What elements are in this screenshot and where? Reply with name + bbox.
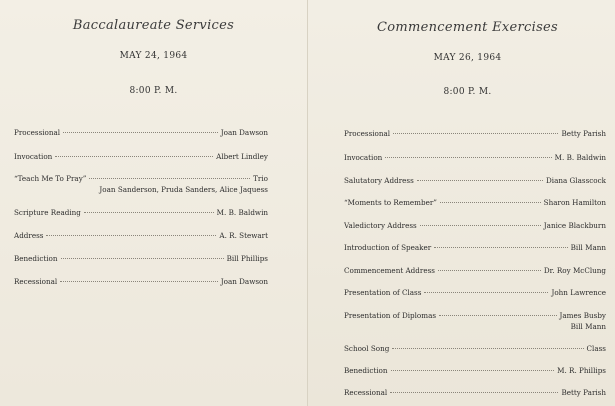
program-item-label: Address xyxy=(14,231,44,240)
leader-dots xyxy=(385,157,551,158)
leader-dots xyxy=(417,180,543,181)
program-row xyxy=(14,128,268,137)
program-item-label: Introduction of Speaker xyxy=(344,243,432,252)
program-item-label: Valedictory Address xyxy=(344,221,417,230)
program-item-performer: M. B. Baldwin xyxy=(216,208,268,217)
program-row xyxy=(344,311,606,320)
leader-dots xyxy=(89,178,250,179)
program-item-performer: Joan Dawson xyxy=(220,277,268,286)
program-item-performer: Betty Parish xyxy=(561,388,606,397)
program-row xyxy=(344,388,606,397)
program-row xyxy=(344,129,606,138)
right-page xyxy=(308,0,615,406)
program-row xyxy=(14,277,268,286)
program-item-performer: Bill Phillips xyxy=(226,254,268,263)
program-row xyxy=(344,344,606,353)
commencement-heading: Commencement Exercises xyxy=(376,20,559,35)
program-row xyxy=(344,198,606,207)
program-item-performer: Betty Parish xyxy=(561,129,606,138)
leader-dots xyxy=(392,348,583,349)
program-row xyxy=(344,266,606,275)
program-row xyxy=(14,174,268,183)
leader-dots xyxy=(393,133,558,134)
program-item-performer: Diana Glasscock xyxy=(546,176,606,185)
program-row xyxy=(344,288,606,297)
program-row xyxy=(14,254,268,263)
program-row xyxy=(14,152,268,161)
program-item-label: Recessional xyxy=(14,277,58,286)
commencement-date: MAY 26, 1964 xyxy=(433,53,502,63)
program-item-label: Commencement Address xyxy=(344,266,435,275)
program-item-label: Salutatory Address xyxy=(344,176,414,185)
commencement-time: 8:00 P. M. xyxy=(443,87,492,97)
program-item-label: Recessional xyxy=(344,388,388,397)
program-item-label: Invocation xyxy=(14,152,53,161)
baccalaureate-date: MAY 24, 1964 xyxy=(119,51,188,61)
leader-dots xyxy=(424,292,548,293)
program-item-performer: Albert Lindley xyxy=(216,152,268,161)
program-row xyxy=(344,366,606,375)
program-item-performer: James Busby xyxy=(559,311,606,320)
program-row xyxy=(344,243,606,252)
program-item-performer: Class xyxy=(586,344,606,353)
leader-dots xyxy=(390,392,558,393)
program-item-performer: M. B. Baldwin xyxy=(554,153,606,162)
program-item-performer: M. R. Phillips xyxy=(557,366,606,375)
leader-dots xyxy=(420,225,541,226)
leader-dots xyxy=(46,235,216,236)
leader-dots xyxy=(439,315,556,316)
program-item-performer: Dr. Roy McClung xyxy=(543,266,606,275)
program-item-performer: A. R. Stewart xyxy=(219,231,268,240)
leader-dots xyxy=(60,281,218,282)
program-row xyxy=(344,176,606,185)
program-item-label: Benediction xyxy=(14,254,58,263)
leader-dots xyxy=(440,202,541,203)
program-item-performer: Trio xyxy=(253,174,268,183)
program-item-label: “Moments to Remember” xyxy=(344,198,437,207)
program-item-label: Processional xyxy=(344,129,391,138)
program-item-performer: Joan Dawson xyxy=(220,128,268,137)
program-item-label: Scripture Reading xyxy=(14,208,81,217)
leader-dots xyxy=(61,258,224,259)
program-item-performer: Janice Blackburn xyxy=(543,221,606,230)
program-row xyxy=(344,153,606,162)
left-page xyxy=(0,0,307,406)
program-item-label: Invocation xyxy=(344,153,383,162)
leader-dots xyxy=(55,156,213,157)
leader-dots xyxy=(84,212,214,213)
leader-dots xyxy=(434,247,567,248)
program-item-label: Presentation of Class xyxy=(344,288,422,297)
leader-dots xyxy=(391,370,555,371)
program-item-subtext: Joan Sanderson, Pruda Sanders, Alice Jaquess xyxy=(99,185,268,194)
program-item-performer: Bill Mann xyxy=(570,243,606,252)
program-item-label: Processional xyxy=(14,128,61,137)
program-item-label: Presentation of Diplomas xyxy=(344,311,437,320)
program-item-label: “Teach Me To Pray” xyxy=(14,174,87,183)
program-item-label: School Song xyxy=(344,344,390,353)
program-item-subtext: Bill Mann xyxy=(570,322,606,331)
program-item-label: Benediction xyxy=(344,366,388,375)
leader-dots xyxy=(438,270,541,271)
baccalaureate-time: 8:00 P. M. xyxy=(129,86,178,96)
leader-dots xyxy=(63,132,218,133)
program-row xyxy=(344,221,606,230)
program-row xyxy=(14,208,268,217)
program-row xyxy=(14,231,268,240)
baccalaureate-heading: Baccalaureate Services xyxy=(72,18,235,33)
program-item-performer: Sharon Hamilton xyxy=(543,198,606,207)
program-item-performer: John Lawrence xyxy=(551,288,606,297)
